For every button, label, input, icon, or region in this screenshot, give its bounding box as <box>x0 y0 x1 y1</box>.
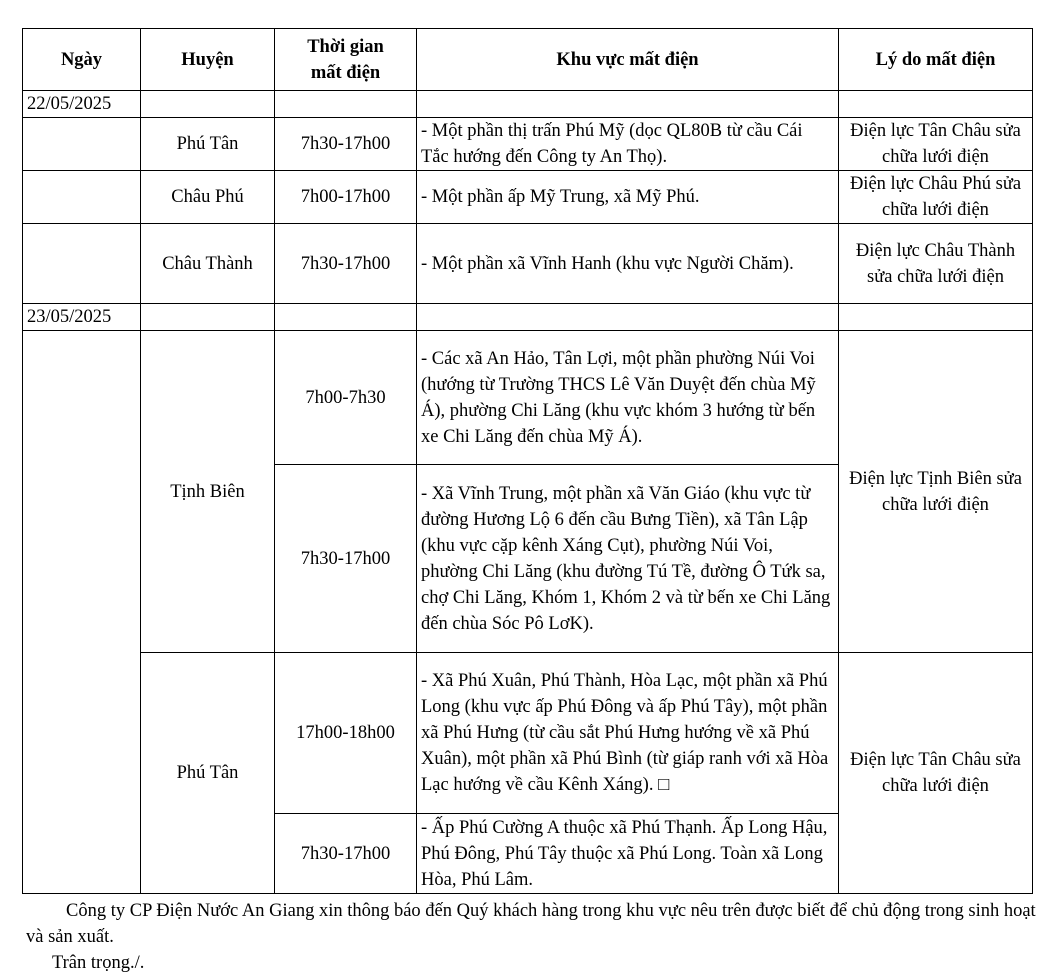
reason-cell: Điện lực Tịnh Biên sửa chữa lưới điện <box>839 331 1033 653</box>
header-reason: Lý do mất điện <box>839 29 1033 91</box>
header-time-line1: Thời gian <box>307 36 384 57</box>
header-time <box>275 29 417 91</box>
date-cell: 22/05/2025 <box>23 91 141 118</box>
area-cell: - Xã Vĩnh Trung, một phần xã Văn Giáo (khu vực từ đường Hương Lộ 6 đến cầu Bưng Tiền), xã Tân Lập (khu vực cặp kênh Xáng Cụt), phường Núi Voi, phường Chi Lăng (khu đường Tú Tề, đường Ô Tứk sa, chợ Chi Lăng, Khóm 1, Khóm 2 và từ bến xe Chi Lăng đến chùa Sóc Pô LơK). <box>417 465 839 653</box>
reason-cell: Điện lực Tân Châu sửa chữa lưới điện <box>839 653 1033 894</box>
time-cell: 17h00-18h00 <box>275 653 417 814</box>
date-row <box>23 304 1033 331</box>
reason-cell: Điện lực Châu Thành sửa chữa lưới điện <box>839 224 1033 304</box>
time-cell: 7h00-17h00 <box>275 171 417 224</box>
area-cell: - Ấp Phú Cường A thuộc xã Phú Thạnh. Ấp Long Hậu, Phú Đông, Phú Tây thuộc xã Phú Long. Toàn xã Long Hòa, Phú Lâm. <box>417 814 839 894</box>
table-row <box>23 331 1033 465</box>
district-cell: Châu Phú <box>141 171 275 224</box>
time-cell: 7h30-17h00 <box>275 814 417 894</box>
time-cell: 7h30-17h00 <box>275 118 417 171</box>
district-cell: Châu Thành <box>141 224 275 304</box>
area-cell: - Một phần thị trấn Phú Mỹ (dọc QL80B từ cầu Cái Tắc hướng đến Công ty An Thọ). <box>417 118 839 171</box>
header-area: Khu vực mất điện <box>417 29 839 91</box>
time-cell: 7h00-7h30 <box>275 331 417 465</box>
area-cell: - Một phần ấp Mỹ Trung, xã Mỹ Phú. <box>417 171 839 224</box>
table-row <box>23 653 1033 814</box>
reason-cell: Điện lực Tân Châu sửa chữa lưới điện <box>839 118 1033 171</box>
outage-schedule-table <box>22 28 1033 894</box>
district-cell: Phú Tân <box>141 118 275 171</box>
time-cell: 7h30-17h00 <box>275 465 417 653</box>
table-header-row <box>23 29 1033 91</box>
reason-cell: Điện lực Châu Phú sửa chữa lưới điện <box>839 171 1033 224</box>
area-cell: - Các xã An Hảo, Tân Lợi, một phần phường Núi Voi (hướng từ Trường THCS Lê Văn Duyệt đến chùa Mỹ Á), phường Chi Lăng (khu vực khóm 3 hướng từ bến xe Chi Lăng đến chùa Mỹ Á). <box>417 331 839 465</box>
header-district: Huyện <box>141 29 275 91</box>
header-date: Ngày <box>23 29 141 91</box>
date-row <box>23 91 1033 118</box>
footer-closing: Trân trọng./. <box>52 953 145 973</box>
table-row <box>23 118 1033 171</box>
header-time-line2: mất điện <box>310 62 381 83</box>
time-cell: 7h30-17h00 <box>275 224 417 304</box>
table-row <box>23 171 1033 224</box>
table-row <box>23 224 1033 304</box>
district-cell: Phú Tân <box>141 653 275 894</box>
district-cell: Tịnh Biên <box>141 331 275 653</box>
footer-notice: Công ty CP Điện Nước An Giang xin thông báo đến Quý khách hàng trong khu vực nêu trên được biết để chủ động trong sinh hoạt và sản xuất. <box>26 901 1036 947</box>
date-cell: 23/05/2025 <box>23 304 141 331</box>
area-cell: - Một phần xã Vĩnh Hanh (khu vực Người Chăm). <box>417 224 839 304</box>
area-cell: - Xã Phú Xuân, Phú Thành, Hòa Lạc, một phần xã Phú Long (khu vực ấp Phú Đông và ấp Phú Tây), một phần xã Phú Hưng (từ cầu sắt Phú Hưng hướng về xã Phú Xuân), một phần xã Phú Bình (từ giáp ranh với xã Hòa Lạc hướng về cầu Kênh Xáng). □ <box>417 653 839 814</box>
